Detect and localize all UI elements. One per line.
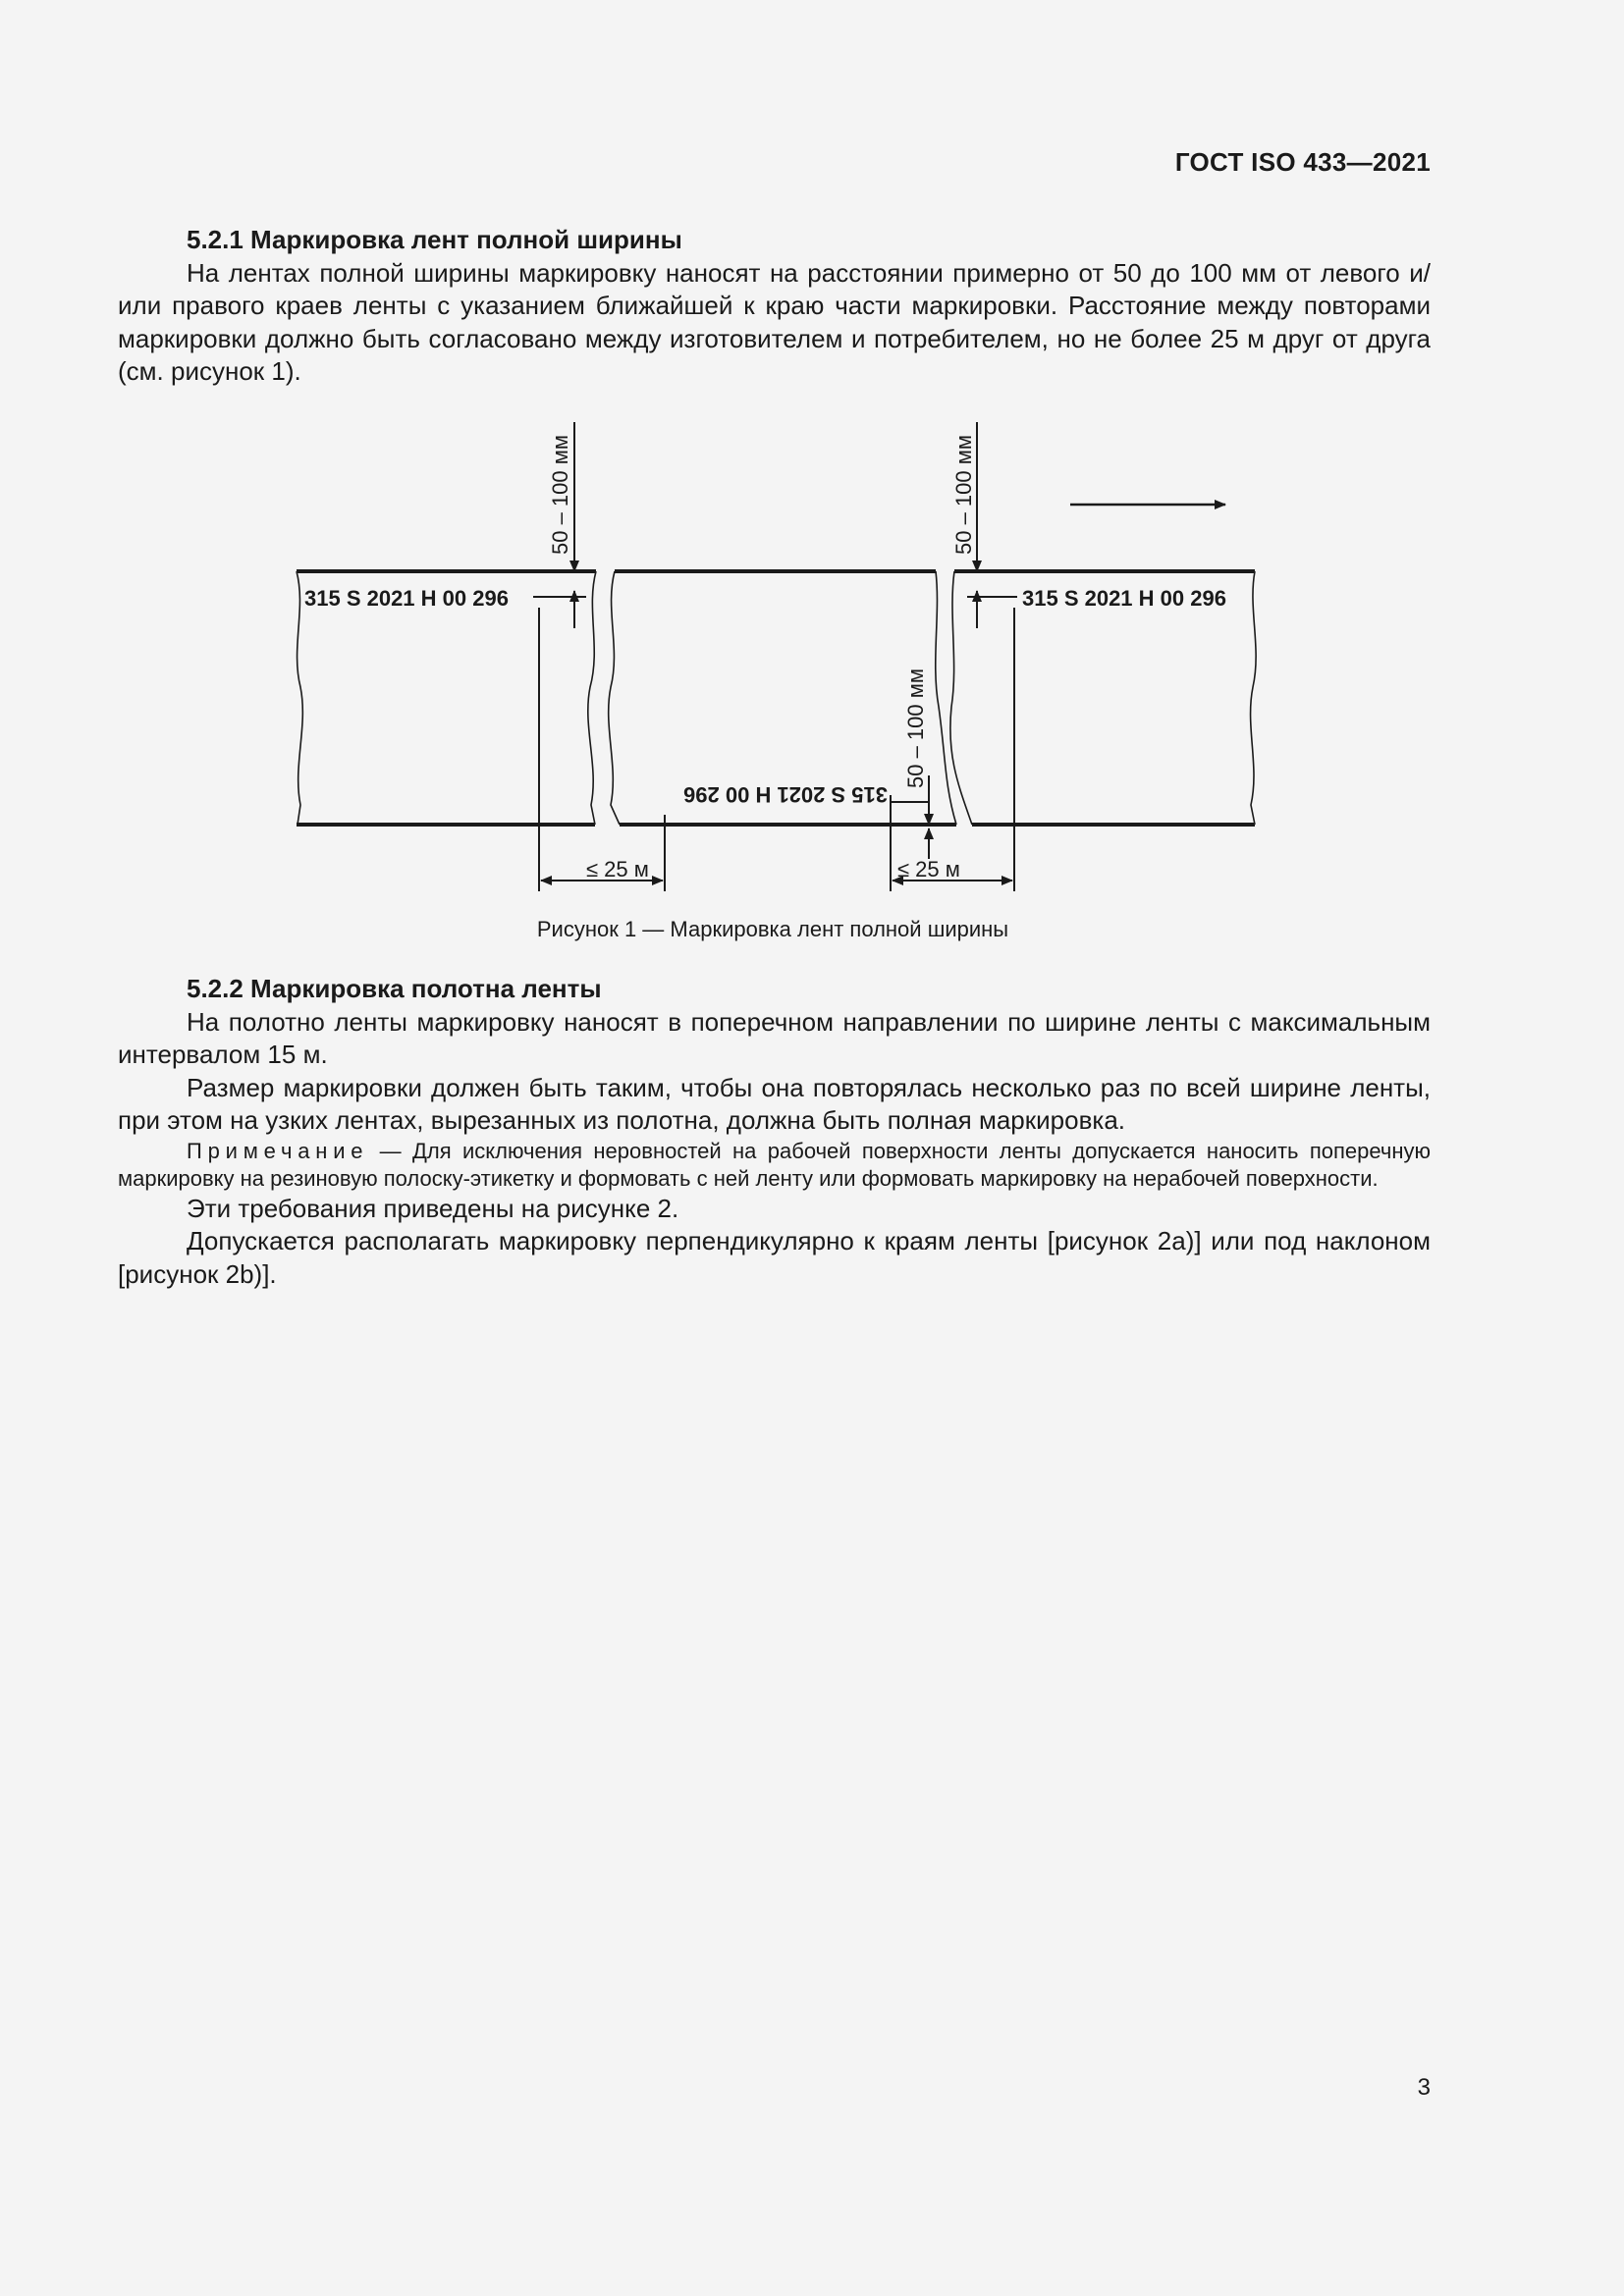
section-heading: 5.2.1 Маркировка лент полной ширины: [187, 225, 682, 254]
offset-label-middle: 50 – 100 мм: [903, 668, 928, 788]
offset-label-left: 50 – 100 мм: [548, 435, 572, 555]
page-number: 3: [1417, 2074, 1431, 2101]
marking-left: 315 S 2021 H 00 296: [304, 586, 509, 611]
note-text: — Для исключения неровностей на рабочей поверхности ленты допускается наносить поперечную маркировку на резиновую полоску-этикетку и формовать с ней ленту или формовать маркировку на нерабочей поверхности.: [118, 1138, 1431, 1191]
section-paragraph: На лентах полной ширины маркировку наносят на расстоянии примерно от 50 до 100 мм от левого и/или правого краев ленты с указанием ближайшей к краю части маркировки. Расстояние между повторами маркировки должно быть согласовано между изготовителем и потребителем, но не более 25 м друг от друга (см. рисунок 1).: [118, 257, 1431, 386]
figure-1-diagram: [0, 0, 1624, 982]
section-5-2-2: [118, 973, 1431, 1291]
marking-middle-inverted: 315 S 2021 H 00 296: [683, 782, 888, 807]
section-paragraph: Размер маркировки должен быть таким, чтобы она повторялась несколько раз по всей ширине ленты, при этом на узких лентах, вырезанных из полотна, должна быть полная маркировка.: [118, 1072, 1431, 1135]
spacing-label-left: ≤ 25 м: [586, 857, 649, 881]
section-paragraph: На полотно ленты маркировку наносят в поперечном направлении по ширине ленты с максимальным интервалом 15 м.: [118, 1006, 1431, 1069]
figure-caption: Рисунок 1 — Маркировка лент полной ширины: [536, 917, 1009, 941]
spacing-label-right: ≤ 25 м: [897, 857, 960, 881]
note: [118, 1138, 1431, 1193]
offset-label-right: 50 – 100 мм: [951, 435, 976, 555]
section-paragraph: Эти требования приведены на рисунке 2.: [187, 1193, 679, 1223]
note-label: Примечание: [187, 1138, 369, 1163]
marking-right: 315 S 2021 H 00 296: [1022, 586, 1226, 611]
section-paragraph: Допускается располагать маркировку перпендикулярно к краям ленты [рисунок 2а)] или под наклоном [рисунок 2b)].: [118, 1226, 1431, 1289]
document-header: ГОСТ ISO 433—2021: [1174, 147, 1431, 177]
spacing-dimension-left: [539, 608, 665, 891]
section-heading: 5.2.2 Маркировка полотна ленты: [187, 974, 602, 1003]
